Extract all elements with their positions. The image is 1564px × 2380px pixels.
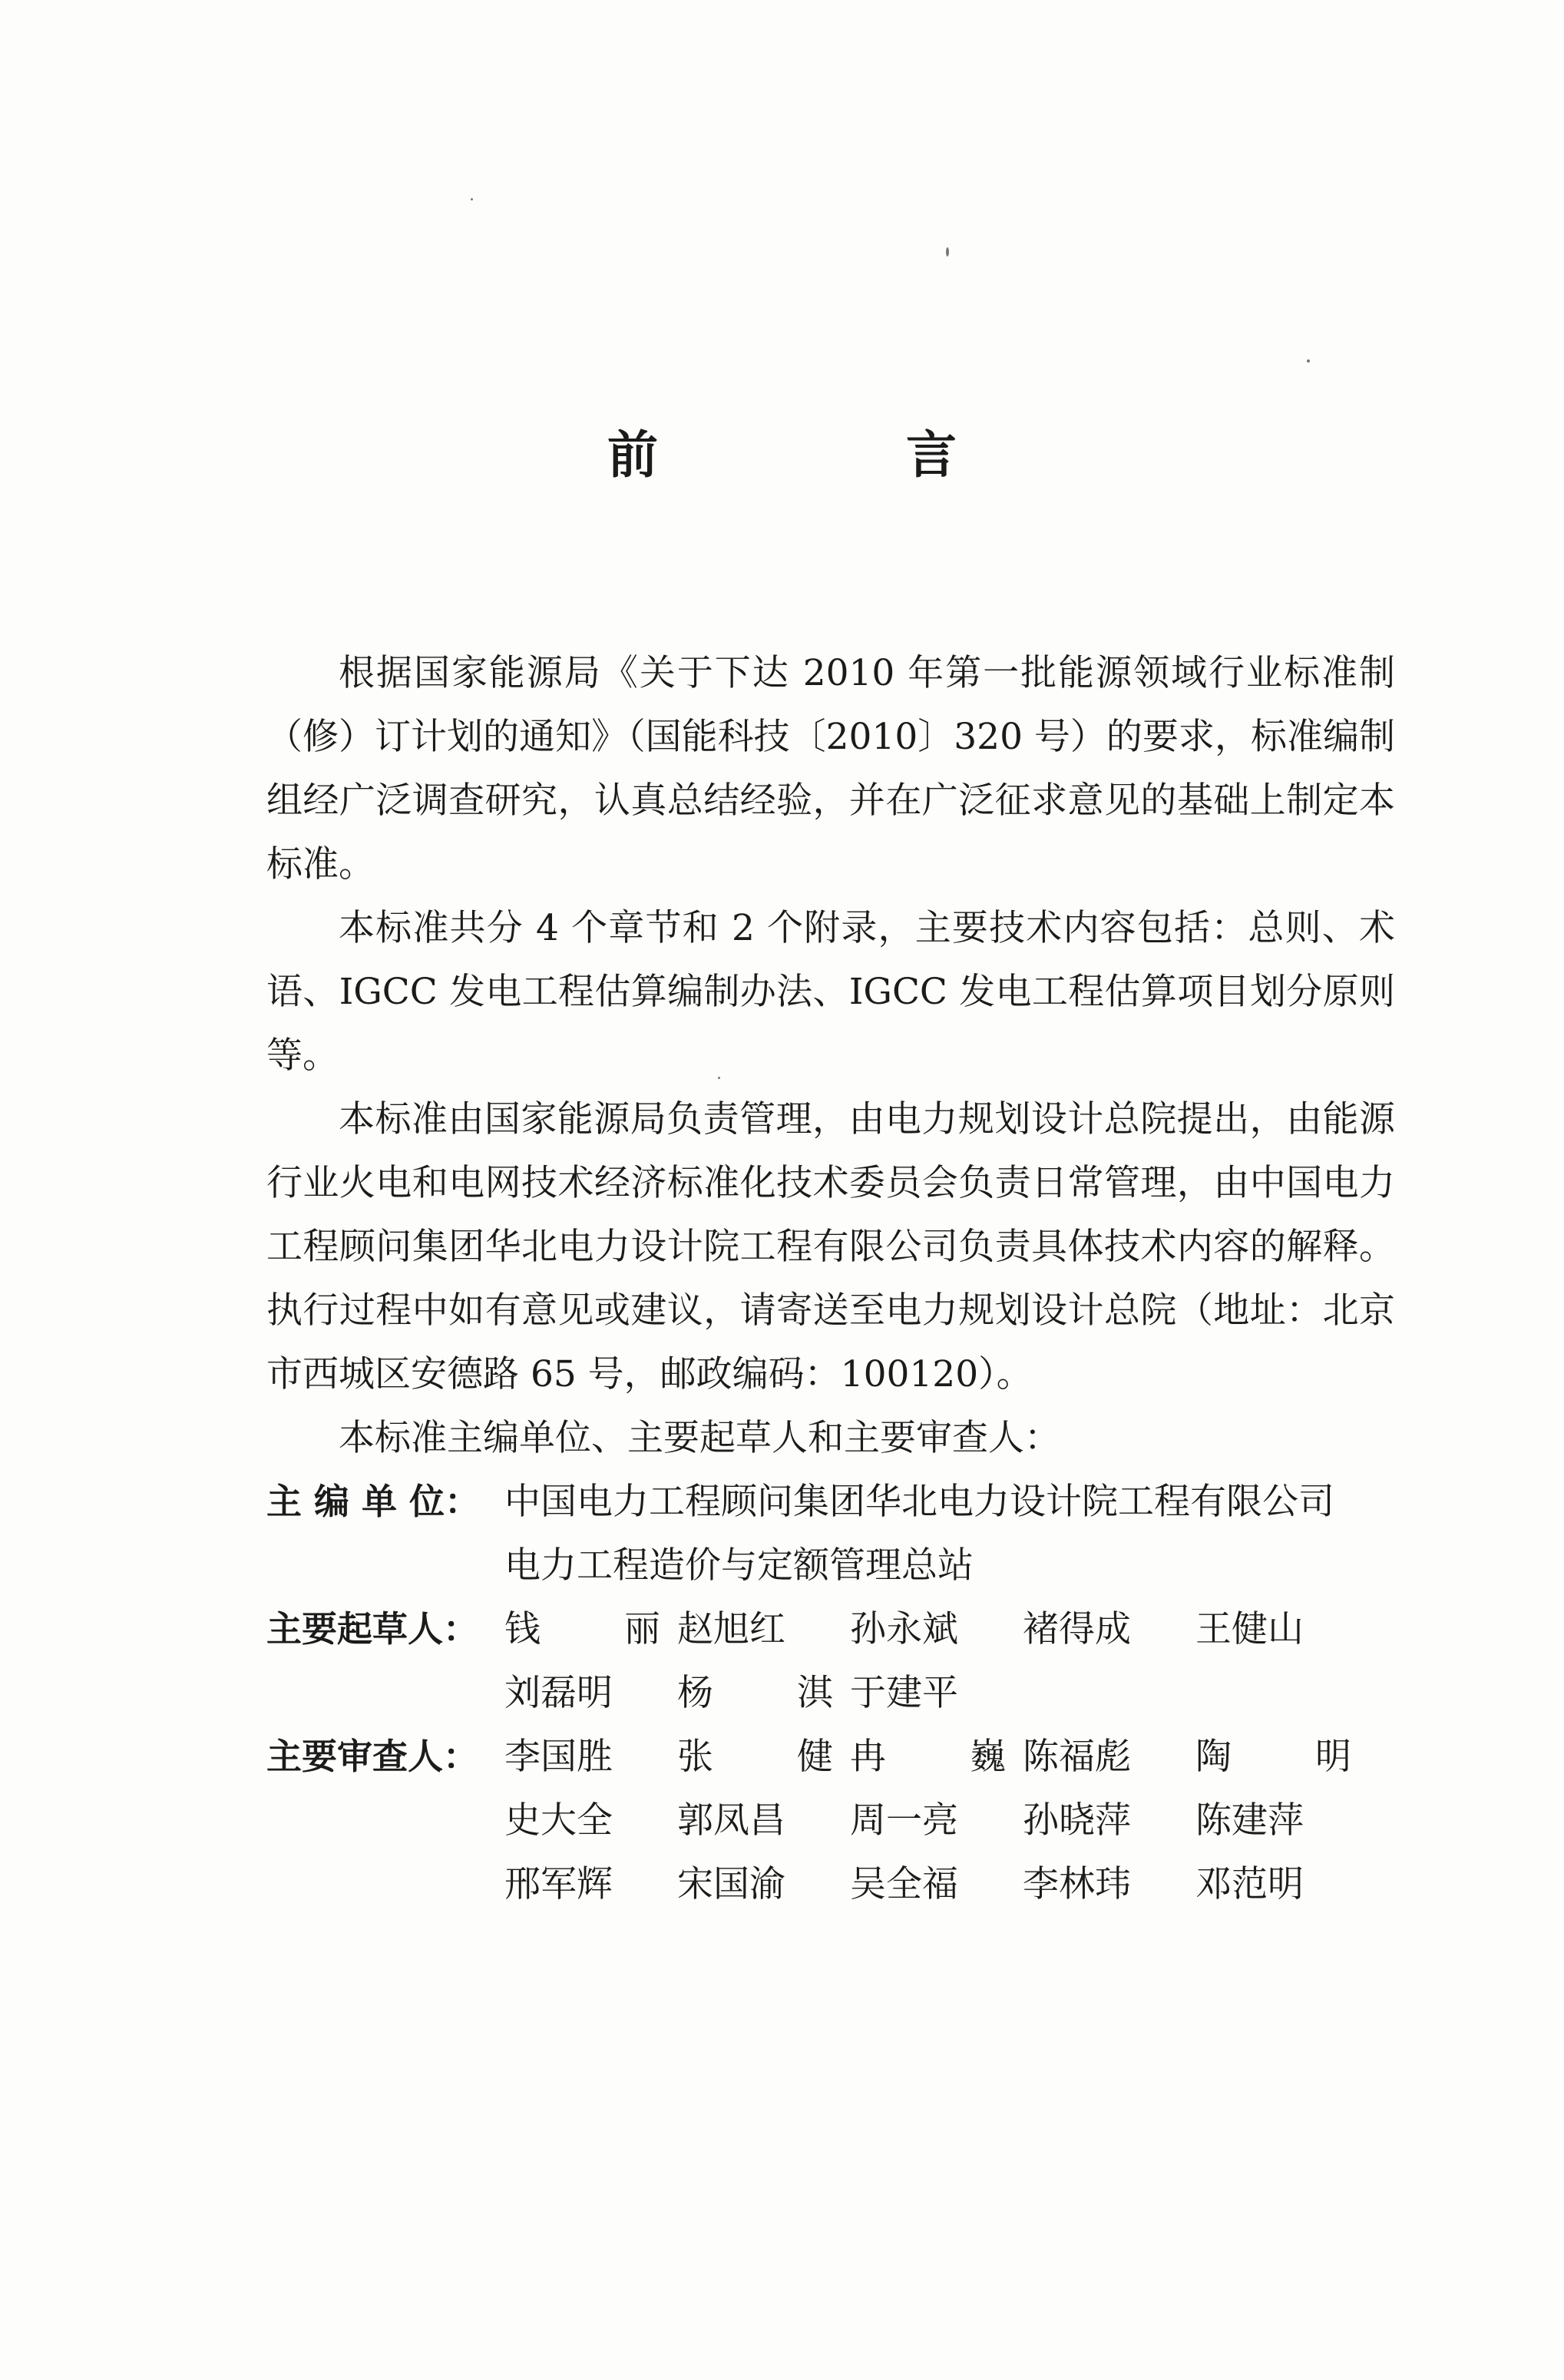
reviewer-name: 史大全 [504,1799,613,1842]
drafter-name: 孙永斌 [850,1608,958,1650]
drafter-name: 刘磊明 [504,1672,613,1714]
reviewers-list [504,1725,1395,1916]
chief-unit: 电力工程造价与定额管理总站 [504,1544,974,1587]
reviewer-name: 孙晓萍 [1023,1799,1131,1842]
scan-speck [718,1077,720,1079]
drafters-row [266,1597,1395,1725]
paragraph-management: 本标准由国家能源局负责管理，由电力规划设计总院提出，由能源行业火电和电网技术经济标准化技术委员会负责日常管理，由中国电力工程顾问集团华北电力设计院工程有限公司负责具体技术内容的解释。执行过程中如有意见或建议，请寄送至电力规划设计总院（地址：北京市西城区安德路 65 号，邮政编码：100120）。 [266,1098,1395,1395]
reviewer-name: 周一亮 [850,1799,958,1842]
scan-speck [1307,359,1310,362]
chief-unit-label: 主 编 单 位： [266,1481,481,1522]
reviewers-row [266,1725,1395,1916]
reviewer-name: 宋国渝 [677,1863,785,1905]
chief-unit-row [266,1470,1395,1597]
drafter-name: 王健山 [1195,1608,1304,1650]
reviewer-name: 张 健 [677,1736,869,1778]
drafter-name: 钱 丽 [504,1608,696,1650]
reviewer-name: 郭凤昌 [677,1799,785,1842]
reviewer-name: 陈建萍 [1195,1799,1304,1842]
paragraph-contents: 本标准共分 4 个章节和 2 个附录，主要技术内容包括：总则、术语、IGCC 发电工程估算编制办法、IGCC 发电工程估算项目划分原则等。 [266,907,1395,1077]
drafter-name: 于建平 [850,1672,958,1714]
reviewer-name: 李林玮 [1023,1863,1131,1905]
drafters-list [504,1597,1395,1725]
roster [266,1470,1395,1916]
paragraph-basis: 根据国家能源局《关于下达 2010 年第一批能源领域行业标准制（修）订计划的通知》（国能科技〔2010〕320 号）的要求，标准编制组经广泛调查研究，认真总结经验，并在广泛征求意见的基础上制定本标准。 [266,652,1395,885]
preface-body [266,641,1395,1916]
reviewer-name: 李国胜 [504,1736,613,1778]
chief-unit: 中国电力工程顾问集团华北电力设计院工程有限公司 [504,1481,1334,1523]
reviewer-name: 邓范明 [1195,1863,1304,1905]
drafter-name: 褚得成 [1023,1608,1131,1650]
paragraph-roster-intro: 本标准主编单位、主要起草人和主要审查人： [339,1417,1060,1459]
drafters-label: 主要起草人： [266,1608,478,1650]
reviewers-label: 主要审查人： [266,1736,478,1777]
page-title: 前 言 [607,425,1072,485]
drafter-name: 杨 淇 [677,1672,869,1714]
reviewer-name: 冉 巍 [850,1736,1042,1778]
scan-speck [471,198,473,200]
reviewer-name: 陶 明 [1195,1736,1387,1778]
drafter-name: 赵旭红 [677,1608,785,1650]
reviewer-name: 邢军辉 [504,1863,613,1905]
reviewer-name: 吴全福 [850,1863,958,1905]
reviewer-name: 陈福彪 [1023,1736,1131,1778]
chief-unit-list [504,1470,1395,1597]
scan-speck [946,247,949,257]
